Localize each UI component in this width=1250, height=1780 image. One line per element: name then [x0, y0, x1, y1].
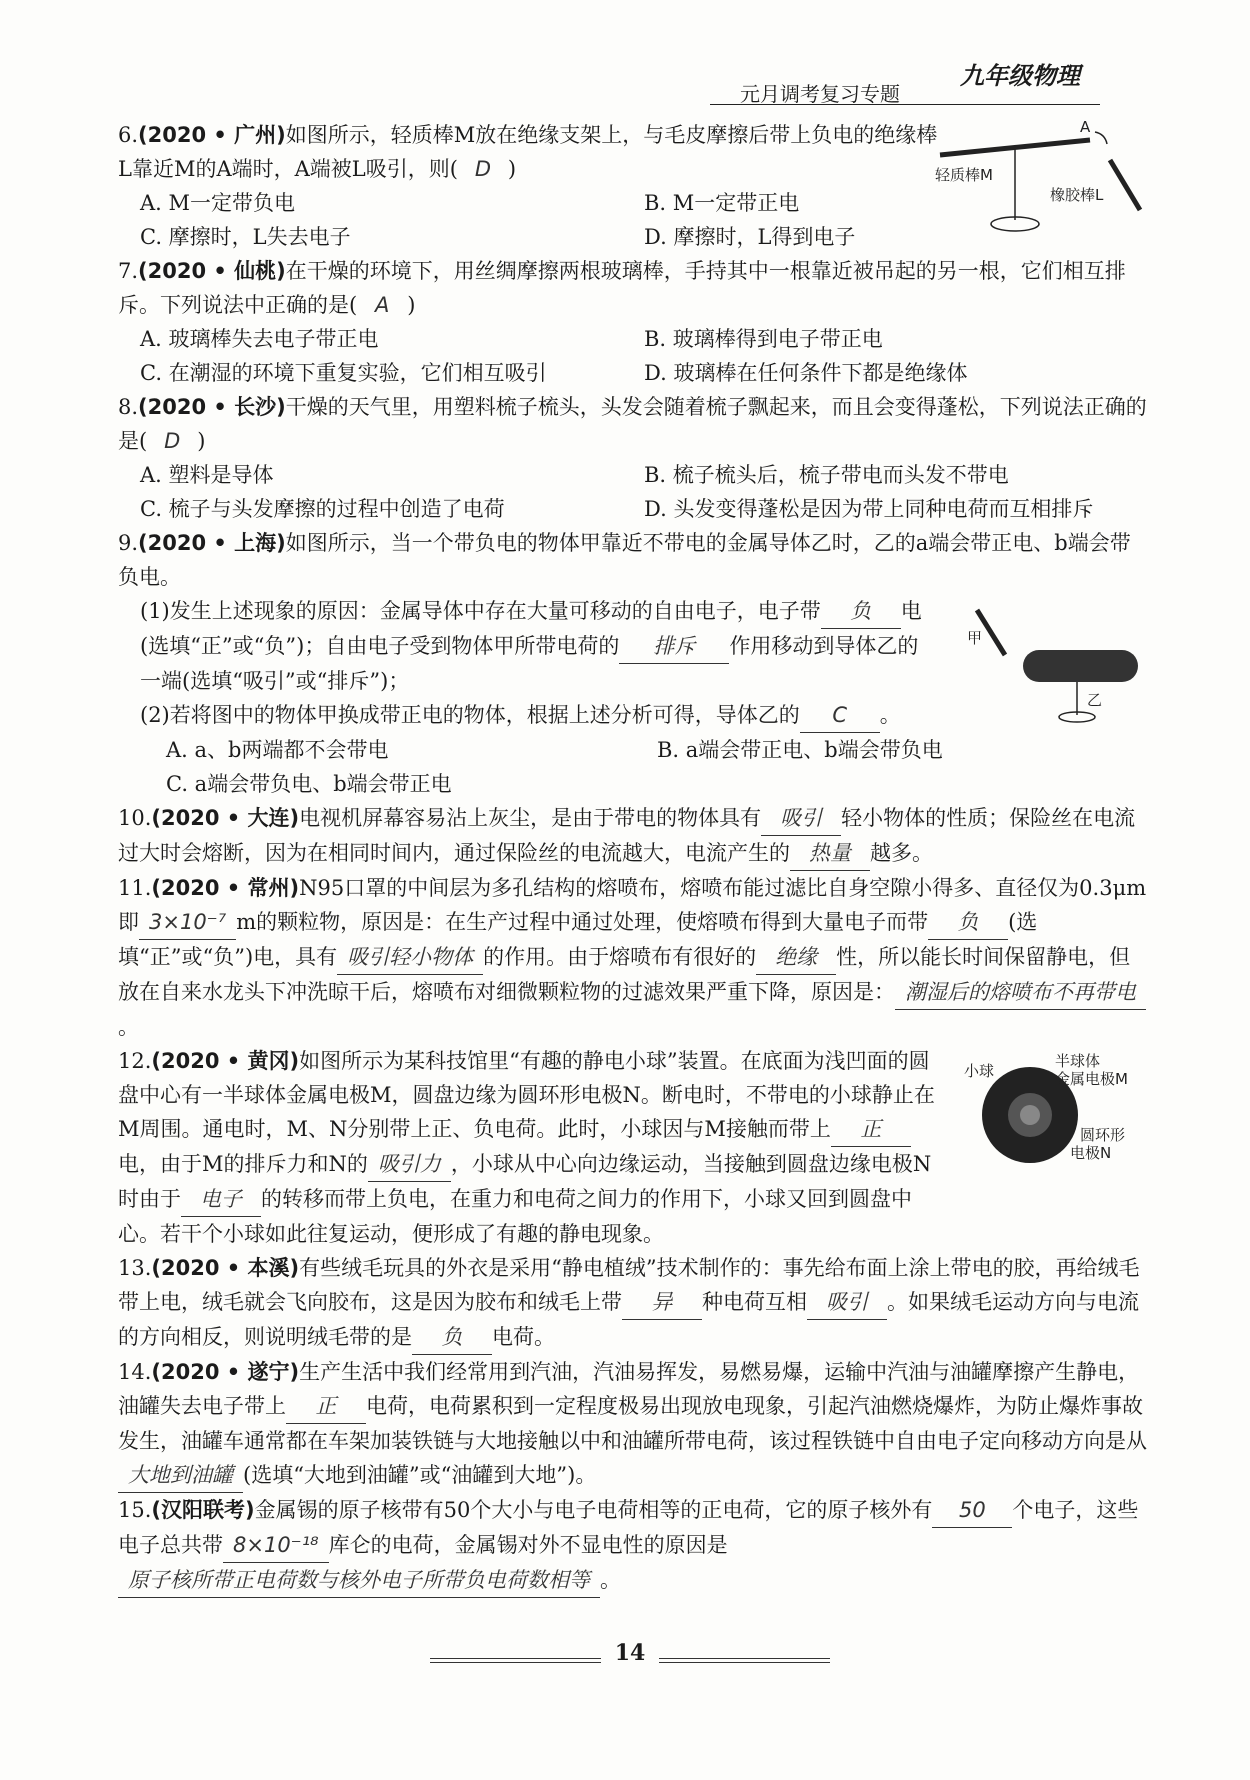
question-number: 11. [118, 876, 152, 900]
q6-options-2 [118, 220, 1148, 254]
q12-fig-ball: 小球 [964, 1062, 995, 1080]
answer: 负 [412, 1320, 492, 1355]
option: B. M一定带正电 [644, 191, 800, 215]
question-7 [118, 254, 1148, 322]
question-source: (2020 • 广州) [138, 123, 286, 147]
q7-options-1 [118, 322, 1148, 356]
text: 电荷。 [492, 1325, 555, 1349]
q6-fig-a: A [1080, 120, 1091, 136]
answer: 负 [928, 905, 1008, 940]
question-source: (2020 • 本溪) [151, 1256, 300, 1280]
question-source: (2020 • 长沙) [138, 395, 286, 419]
question-number: 14. [118, 1360, 152, 1384]
option: A. 塑料是导体 [140, 463, 274, 487]
text: 电视机屏幕容易沾上灰尘，是由于带电的物体具有 [299, 806, 762, 830]
q6-fig-m: 轻质棒M [935, 166, 993, 184]
text: 库仑的电荷，金属锡对外不显电性的原因是 [328, 1533, 728, 1557]
text: 电(选填“正”或“负”)；自由电子受到物体甲所带电荷的 [140, 599, 922, 658]
question-14 [118, 1355, 1148, 1493]
text: 如图所示为某科技馆里“有趣的静电小球”装置。在底面为浅凹面的圆盘中心有一半球体金属电极M，圆盘边缘为圆环形电极N。断电时，不带电的小球静止在M周围。通电时，M、N分别带上正、负电荷。此时，小球因与M接触而带上 [118, 1049, 935, 1141]
answer: 电子 [181, 1182, 261, 1217]
text: (选填“大地到油罐”或“油罐到大地”)。 [243, 1463, 597, 1487]
option: D. 摩擦时，L得到电子 [644, 225, 856, 249]
question-number: 10. [118, 806, 152, 830]
option: C. 梳子与头发摩擦的过程中创造了电荷 [140, 497, 505, 521]
q7-options-2 [118, 356, 1148, 390]
text: 的作用。由于熔喷布有很好的 [483, 945, 757, 969]
q9-fig-yi: 乙 [1087, 691, 1103, 709]
question-9-part-2 [118, 698, 1148, 733]
text: 。 [600, 1568, 621, 1592]
option: A. a、b两端都不会带电 [166, 738, 389, 762]
question-number: 9. [118, 531, 139, 555]
answer: 正 [831, 1112, 911, 1147]
option: D. 头发变得蓬松是因为带上同种电荷而互相排斥 [644, 497, 1094, 521]
option: A. 玻璃棒失去电子带正电 [140, 327, 379, 351]
question-source: (2020 • 仙桃) [138, 259, 286, 283]
question-12 [118, 1044, 1148, 1251]
question-number: 12. [118, 1049, 152, 1073]
answer: 吸引 [807, 1285, 887, 1320]
text: 轻小物体的性质；保险丝在电流过大时会熔断，因为在相同时间内，通过保险丝的电流越大，电流产生的 [118, 806, 1136, 865]
answer: A [375, 293, 390, 317]
text: 作用移动到导体乙的一端(选填“吸引”或“排斥”)； [140, 634, 919, 693]
text: 越多。 [870, 841, 933, 865]
header-subtitle: 元月调考复习专题 [740, 82, 900, 106]
page-header [710, 56, 1100, 106]
q9-fig-jia: 甲 [967, 629, 983, 647]
question-13 [118, 1251, 1148, 1355]
header-rule [710, 104, 1100, 105]
answer: 吸引轻小物体 [337, 940, 483, 975]
paren: ) [197, 429, 206, 453]
text: 的转移而带上负电，在重力和电荷之间力的作用下，小球又回到圆盘中心。若干个小球如此往复运动，便形成了有趣的静电现象。 [118, 1187, 912, 1246]
text: 生产生活中我们经常用到汽油，汽油易挥发，易燃易爆，运输中汽油与油罐摩擦产生静电，油罐失去电子带上 [118, 1360, 1140, 1418]
q6-fig-l: 橡胶棒L [1050, 186, 1104, 204]
q12-fig-m1: 半球体 [1055, 1052, 1101, 1070]
option: B. a端会带正电、b端会带负电 [657, 738, 943, 762]
text: m的颗粒物，原因是：在生产过程中通过处理，使熔喷布得到大量电子而带 [236, 910, 929, 934]
page-number: 14 [601, 1640, 660, 1666]
text: (1)发生上述现象的原因：金属导体中存在大量可移动的自由电子，电子带 [140, 599, 821, 623]
question-source: (2020 • 遂宁) [151, 1360, 300, 1384]
question-15 [118, 1493, 1148, 1598]
answer: 排斥 [619, 629, 729, 664]
answer: 异 [622, 1285, 702, 1320]
question-source: (2020 • 常州) [151, 876, 300, 900]
question-number: 13. [118, 1256, 152, 1280]
question-source: (2020 • 大连) [151, 806, 300, 830]
text: 。 [118, 1015, 139, 1039]
text: 性，所以能长时间保留静电，但放在自来水龙头下冲洗晾干后，熔喷布对细微颗粒物的过滤效果严重下降，原因是： [118, 945, 1131, 1004]
question-9 [118, 526, 1148, 594]
answer: C [800, 698, 880, 733]
question-text: 在干燥的环境下，用丝绸摩擦两根玻璃棒，手持其中一根靠近被吊起的另一根，它们相互排斥。下列说法中正确的是( [118, 259, 1126, 317]
question-number: 15. [118, 1498, 152, 1522]
answer: 吸引力 [368, 1147, 451, 1182]
page-footer [430, 1640, 830, 1680]
answer: 绝缘 [756, 940, 836, 975]
question-number: 8. [118, 395, 139, 419]
option: A. M一定带负电 [140, 191, 296, 215]
text: (选填“正”或“负”)电，具有 [118, 910, 1038, 969]
text: 电，由于M的排斥力和N的 [118, 1152, 368, 1176]
q9-options-1 [118, 733, 1148, 767]
option: C. a端会带负电、b端会带正电 [166, 772, 452, 796]
q6-options-1 [118, 186, 1148, 220]
answer: 50 [932, 1493, 1012, 1528]
q12-fig-m2: 金属电极M [1055, 1070, 1128, 1088]
question-11 [118, 871, 1148, 1044]
answer: 3×10⁻⁷ [139, 905, 236, 940]
answer: 大地到油罐 [118, 1458, 243, 1493]
text: (2)若将图中的物体甲换成带正电的物体，根据上述分析可得，导体乙的 [140, 703, 800, 727]
question-number: 7. [118, 259, 139, 283]
question-text: 如图所示，当一个带负电的物体甲靠近不带电的金属导体乙时，乙的a端会带正电、b端会带负电。 [118, 531, 1131, 589]
option: B. 玻璃棒得到电子带正电 [644, 327, 883, 351]
answer: D [164, 429, 181, 453]
paren: ) [407, 293, 416, 317]
answer: 负 [821, 594, 901, 629]
header-subject: 九年级物理 [960, 62, 1080, 90]
q12-fig-n2: 电极N [1070, 1144, 1112, 1162]
answer: D [474, 157, 491, 181]
paren: ) [507, 157, 517, 181]
answer: 正 [286, 1389, 366, 1424]
option: D. 玻璃棒在任何条件下都是绝缘体 [644, 361, 968, 385]
text: 个电子，这些电子总共带 [118, 1498, 1139, 1557]
answer: 吸引 [761, 801, 841, 836]
text: 金属锡的原子核带有50个大小与电子电荷相等的正电荷，它的原子核外有 [254, 1498, 933, 1522]
answer: 潮湿后的熔喷布不再带电 [895, 975, 1146, 1010]
text: ，小球从中心向边缘运动，当接触到圆盘边缘电极N时由于 [118, 1152, 932, 1211]
option: B. 梳子梳头后，梳子带电而头发不带电 [644, 463, 1009, 487]
question-9-part-1 [118, 594, 1148, 698]
question-source: (2020 • 上海) [138, 531, 286, 555]
q9-options-2 [118, 767, 1148, 801]
q8-options-1 [118, 458, 1148, 492]
question-list [118, 118, 1148, 1598]
answer: 原子核所带正电荷数与核外电子所带负电荷数相等 [118, 1563, 600, 1598]
question-text: 如图所示，轻质棒M放在绝缘支架上，与毛皮摩擦后带上负电的绝缘棒L靠近M的A端时，A端被L吸引，则( [118, 123, 938, 181]
text: N95口罩的中间层为多孔结构的熔喷布，熔喷布能过滤比自身空隙小得多、直径仅为0.3μm即 [118, 876, 1147, 934]
question-source: (2020 • 黄冈) [151, 1049, 300, 1073]
text: 电荷，电荷累积到一定程度极易出现放电现象，引起汽油燃烧爆炸，为防止爆炸事故发生，油罐车通常都在车架加装铁链与大地接触以中和油罐所带电荷，该过程铁链中自由电子定向移动方向是从 [118, 1394, 1147, 1453]
answer: 8×10⁻¹⁸ [223, 1528, 329, 1563]
text: 种电荷互相 [702, 1290, 807, 1314]
question-10 [118, 801, 1148, 871]
q12-fig-n1: 圆环形 [1080, 1126, 1126, 1144]
text: 。如果绒毛运动方向与电流的方向相反，则说明绒毛带的是 [118, 1290, 1139, 1349]
answer: 热量 [790, 836, 870, 871]
question-6 [118, 118, 1148, 186]
question-text: 干燥的天气里，用塑料梳子梳头，头发会随着梳子飘起来，而且会变得蓬松，下列说法正确的是( [118, 395, 1147, 453]
option: C. 摩擦时，L失去电子 [140, 225, 351, 249]
text: 有些绒毛玩具的外衣是采用“静电植绒”技术制作的：事先给布面上涂上带电的胶，再给绒毛带上电，绒毛就会飞向胶布，这是因为胶布和绒毛上带 [118, 1256, 1140, 1314]
q8-options-2 [118, 492, 1148, 526]
question-number: 6. [118, 123, 139, 147]
option: C. 在潮湿的环境下重复实验，它们相互吸引 [140, 361, 547, 385]
question-source: (汉阳联考) [151, 1498, 255, 1522]
text: 。 [879, 703, 901, 727]
question-8 [118, 390, 1148, 458]
